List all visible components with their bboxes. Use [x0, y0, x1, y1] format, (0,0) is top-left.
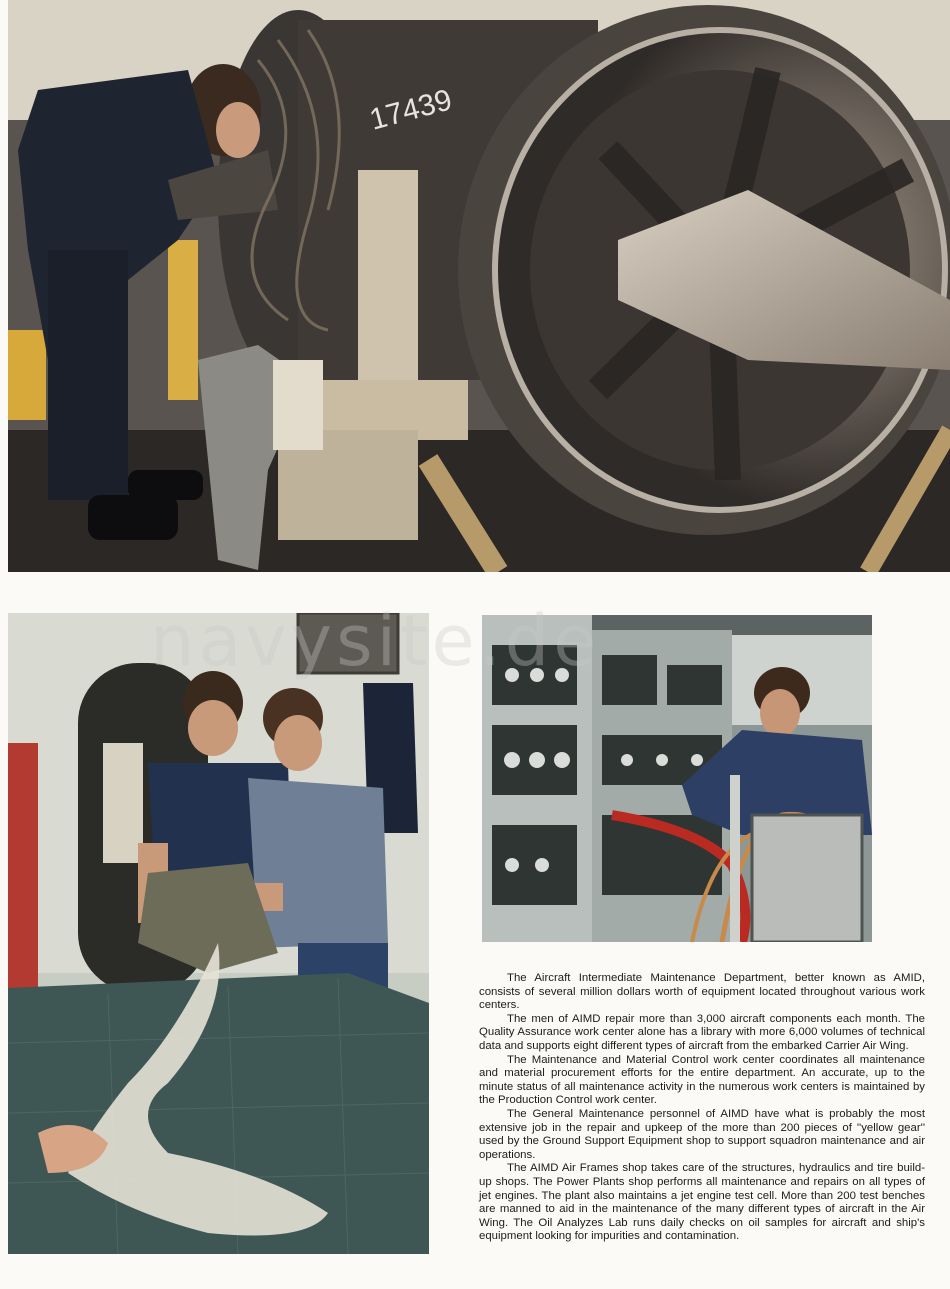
- article-paragraph: The Maintenance and Material Control work center coordinates all maintenance and material procurement efforts for the entire department. An accurate, up to the minute status of all maintenance activity in the numerous work centers is maintained by the Production Control work center.: [479, 1053, 925, 1107]
- test-bench-photo: [482, 615, 872, 942]
- article-paragraph: The Aircraft Intermediate Maintenance Department, better known as AMID, consists of several million dollars worth of equipment located throughout various work centers.: [479, 972, 925, 1012]
- article-paragraph: The AIMD Air Frames shop takes care of the structures, hydraulics and tire build-up shops. The Power Plants shop performs all maintenance and repairs on all types of jet engines. The plant also maintains a jet engine test cell. More than 200 test benches are manned to aid in the maintenance of the many different types of aircraft in the Air Wing. The Oil Analyzes Lab runs daily checks on oil samples for aircraft and ship's equipment looking for impurities and contamination.: [479, 1162, 925, 1243]
- engine-serial-marking: 17439: [366, 83, 456, 137]
- parachute-inspection-photo: [8, 613, 429, 1254]
- article-paragraph: The men of AIMD repair more than 3,000 aircraft components each month. The Quality Assurance work center alone has a library with more 6,000 volumes of technical data and supports eight different types of aircraft from the embarked Carrier Air Wing.: [479, 1012, 925, 1052]
- article-paragraph: The General Maintenance personnel of AIMD have what is probably the most extensive job in the repair and upkeep of the more than 200 pieces of ''yellow gear'' used by the Ground Support Equipment shop to support squadron maintenance and air operations.: [479, 1107, 925, 1161]
- jet-engine-repair-photo: [8, 0, 950, 572]
- watermark: navysite.de: [150, 600, 601, 682]
- article-text: [479, 972, 925, 1244]
